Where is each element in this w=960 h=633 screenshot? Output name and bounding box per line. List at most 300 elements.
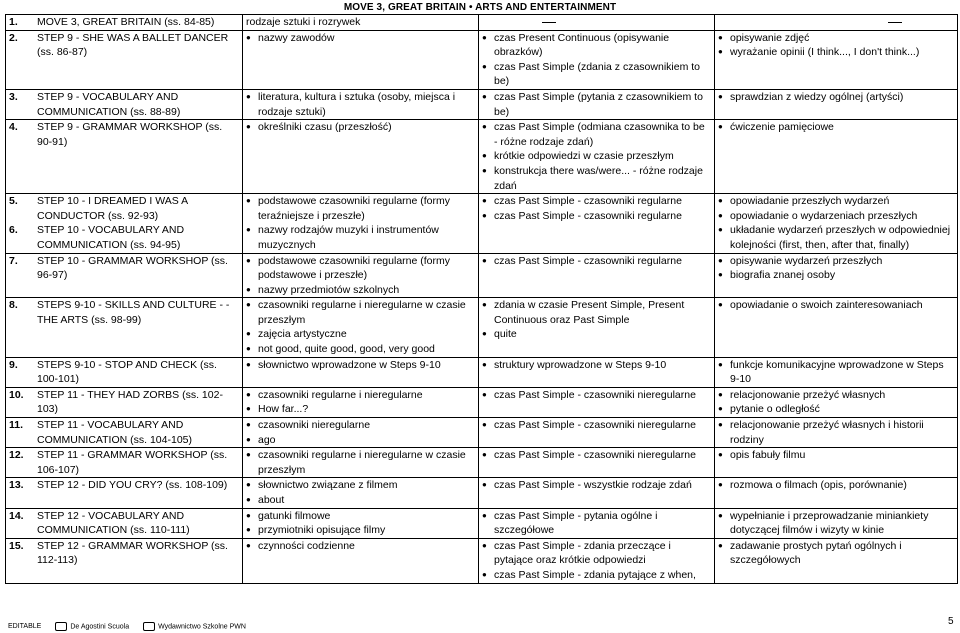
bullet-icon: ● (482, 359, 487, 369)
vocabulary-cell (243, 194, 479, 253)
bullet-icon: ● (718, 359, 723, 369)
lesson-entry (9, 509, 239, 538)
item-text: czas Past Simple - wszystkie rodzaje zdań (494, 479, 692, 492)
vocabulary-cell (243, 15, 479, 31)
list-item (482, 388, 711, 403)
table-row (6, 538, 958, 583)
page-title: MOVE 3, GREAT BRITAIN • ARTS AND ENTERTAINMENT (343, 2, 617, 13)
list-item (246, 402, 475, 417)
list-item (718, 388, 954, 403)
grammar-cell (479, 298, 715, 357)
lesson-entry (9, 539, 239, 568)
lesson-number: 5. (9, 195, 18, 208)
lesson-cell (6, 448, 243, 478)
item-text: podstawowe czasowniki regularne (formy podstawowe i przeszłe) (258, 254, 450, 282)
editable-label: EDITABLE (8, 623, 42, 630)
list-item (246, 15, 475, 30)
vocabulary-cell (243, 298, 479, 357)
communication-cell (715, 357, 958, 387)
item-text: czasowniki regularne i nieregularne (258, 388, 423, 401)
item-text: rozmowa o filmach (opis, porównanie) (730, 479, 907, 492)
lesson-cell (6, 538, 243, 583)
list-item (718, 223, 954, 252)
list-item (246, 90, 475, 119)
communication-cell (715, 120, 958, 194)
vocabulary-cell (243, 357, 479, 387)
bullet-icon: ● (482, 210, 487, 220)
list-item (482, 478, 711, 493)
table-row (6, 15, 958, 31)
item-text: literatura, kultura i sztuka (osoby, miejsca i rodzaje sztuki) (258, 90, 456, 118)
list-item (246, 254, 475, 283)
item-text: not good, quite good, good, very good (258, 343, 435, 356)
bullet-icon: ● (246, 122, 251, 132)
list-item (718, 358, 954, 387)
list-item (718, 268, 954, 283)
bullet-icon: ● (482, 300, 487, 310)
vocabulary-cell (243, 120, 479, 194)
vocabulary-cell (243, 538, 479, 583)
item-text: czasowniki regularne i nieregularne w czasie przeszłym (258, 449, 466, 476)
copyright-icon (55, 622, 67, 631)
bullet-icon: ● (482, 569, 487, 579)
list-item (718, 448, 954, 463)
communication-cell (715, 253, 958, 298)
item-text: układanie wydarzeń przeszłych w odpowiedniej kolejności (first, then, after that, finally) (730, 224, 951, 251)
item-text: zajęcia artystyczne (258, 328, 347, 341)
bullet-icon: ● (718, 389, 723, 399)
list-item (246, 223, 475, 252)
communication-cell (715, 89, 958, 119)
bullet-icon: ● (718, 420, 723, 430)
table-row (6, 357, 958, 387)
grammar-cell (479, 194, 715, 253)
list-item (718, 90, 954, 105)
table-row (6, 298, 958, 357)
lesson-number: 14. (9, 509, 24, 522)
lesson-title: STEP 9 - SHE WAS A BALLET DANCER (ss. 86-87) (37, 31, 229, 59)
bullet-icon: ● (246, 359, 251, 369)
bullet-icon: ● (718, 91, 723, 101)
item-text: nazwy zawodów (258, 31, 335, 44)
bullet-icon: ● (246, 91, 251, 101)
list-item (482, 90, 711, 119)
lesson-cell (6, 120, 243, 194)
vocabulary-cell (243, 478, 479, 508)
dash-mark (542, 22, 556, 23)
item-text: nazwy rodzajów muzyki i instrumentów muzycznych (258, 224, 439, 251)
list-item (246, 509, 475, 524)
lesson-cell (6, 508, 243, 538)
list-item (718, 509, 954, 538)
list-item (718, 209, 954, 224)
lesson-entry (9, 15, 239, 30)
item-text: słownictwo wprowadzone w Steps 9-10 (258, 358, 441, 371)
bullet-icon: ● (718, 510, 723, 520)
list-item (246, 478, 475, 493)
syllabus-table (5, 14, 958, 584)
item-text: słownictwo związane z filmem (258, 479, 398, 492)
item-text: czas Past Simple - czasowniki regularne (494, 195, 682, 208)
list-item (246, 433, 475, 448)
bullet-icon: ● (718, 300, 723, 310)
lesson-number: 12. (9, 449, 24, 462)
lesson-entry (9, 358, 239, 387)
item-text: opisywanie wydarzeń przeszłych (730, 254, 883, 267)
list-item (482, 164, 711, 193)
bullet-icon: ● (246, 389, 251, 399)
bullet-icon: ● (718, 540, 723, 550)
lesson-entry (9, 448, 239, 477)
item-text: czas Past Simple (pytania z czasownikiem to be) (494, 90, 703, 118)
list-item (482, 448, 711, 463)
lesson-title: STEP 12 - DID YOU CRY? (ss. 108-109) (37, 479, 228, 492)
lesson-title: STEP 12 - GRAMMAR WORKSHOP (ss. 112-113) (37, 539, 228, 567)
vocabulary-cell (243, 89, 479, 119)
bullet-icon: ● (246, 420, 251, 430)
bullet-icon: ● (718, 196, 723, 206)
syllabus-table-body (6, 15, 958, 584)
lesson-cell (6, 253, 243, 298)
grammar-cell (479, 387, 715, 417)
list-item (718, 120, 954, 135)
list-item (482, 539, 711, 568)
grammar-cell (479, 30, 715, 89)
lesson-title: STEP 10 - I DREAMED I WAS A CONDUCTOR (ss. 92-93) (37, 195, 188, 222)
item-text: czas Past Simple - czasowniki regularne (494, 254, 682, 267)
list-item (246, 298, 475, 327)
list-item (482, 209, 711, 224)
lesson-entry (9, 478, 239, 493)
lesson-cell (6, 418, 243, 448)
item-text: czasowniki nieregularne (258, 419, 371, 432)
lesson-cell (6, 357, 243, 387)
bullet-icon: ● (482, 420, 487, 430)
item-text: struktury wprowadzone w Steps 9-10 (494, 358, 667, 371)
lesson-cell (6, 478, 243, 508)
lesson-number: 7. (9, 254, 18, 267)
lesson-title: STEP 10 - VOCABULARY AND COMMUNICATION (ss. 94-95) (37, 224, 185, 251)
lesson-entry (9, 31, 239, 60)
communication-cell (715, 30, 958, 89)
bullet-icon: ● (246, 540, 251, 550)
list-item (718, 254, 954, 269)
list-item (482, 254, 711, 269)
bullet-icon: ● (482, 122, 487, 132)
communication-cell (715, 538, 958, 583)
list-item (718, 194, 954, 209)
grammar-cell (479, 478, 715, 508)
vocabulary-cell (243, 253, 479, 298)
lesson-title: STEPS 9-10 - SKILLS AND CULTURE - - THE ARTS (ss. 98-99) (37, 299, 230, 326)
lesson-title: STEPS 9-10 - STOP AND CHECK (ss. 100-101) (37, 358, 217, 386)
item-text: opowiadanie o swoich zainteresowaniach (730, 299, 923, 312)
list-item (718, 478, 954, 493)
communication-cell (715, 508, 958, 538)
item-text: relacjonowanie przeżyć własnych (730, 388, 886, 401)
item-text: rodzaje sztuki i rozrywek (246, 16, 361, 28)
item-text: czasowniki regularne i nieregularne w czasie przeszłym (258, 299, 466, 326)
lesson-title: STEP 9 - VOCABULARY AND COMMUNICATION (ss. 88-89) (37, 90, 181, 118)
list-item (482, 60, 711, 89)
item-text: zdania w czasie Present Simple, Present Continuous oraz Past Simple (494, 299, 685, 326)
bullet-icon: ● (718, 225, 723, 235)
grammar-cell (479, 448, 715, 478)
vocabulary-cell (243, 508, 479, 538)
bullet-icon: ● (246, 404, 251, 414)
lesson-number: 11. (9, 419, 24, 432)
lesson-title: STEP 10 - GRAMMAR WORKSHOP (ss. 96-97) (37, 254, 228, 282)
item-text: opowiadanie o wydarzeniach przeszłych (730, 209, 918, 222)
grammar-cell (479, 418, 715, 448)
bullet-icon: ● (718, 210, 723, 220)
bullet-icon: ● (482, 196, 487, 206)
item-text: funkcje komunikacyjne wprowadzone w Steps 9-10 (730, 358, 944, 386)
lesson-number: 13. (9, 479, 24, 492)
list-item (718, 298, 954, 313)
item-text: ćwiczenie pamięciowe (730, 121, 834, 134)
grammar-cell (479, 357, 715, 387)
list-item (246, 418, 475, 433)
table-row (6, 448, 958, 478)
footer (8, 622, 246, 631)
bullet-icon: ● (482, 91, 487, 101)
item-text: biografia znanej osoby (730, 269, 836, 282)
lesson-number: 8. (9, 299, 18, 312)
list-item (482, 194, 711, 209)
lesson-cell (6, 387, 243, 417)
list-item (246, 120, 475, 135)
bullet-icon: ● (246, 329, 251, 339)
lesson-entry (9, 90, 239, 119)
bullet-icon: ● (482, 389, 487, 399)
list-item (482, 149, 711, 164)
publisher-pwn-text: Wydawnictwo Szkolne PWN (158, 623, 246, 631)
bullet-icon: ● (482, 255, 487, 265)
communication-cell (715, 448, 958, 478)
lesson-number: 2. (9, 31, 18, 44)
item-text: zadawanie prostych pytań ogólnych i szczegółowych (730, 539, 902, 567)
lesson-title: STEP 12 - VOCABULARY AND COMMUNICATION (ss. 110-111) (37, 509, 190, 537)
bullet-icon: ● (246, 344, 251, 354)
grammar-cell (479, 508, 715, 538)
bullet-icon: ● (246, 525, 251, 535)
lesson-entry (9, 223, 239, 252)
lesson-number: 4. (9, 121, 18, 134)
item-text: przymiotniki opisujące filmy (258, 524, 386, 537)
lesson-title: STEP 11 - VOCABULARY AND COMMUNICATION (ss. 104-105) (37, 419, 192, 446)
lesson-cell (6, 30, 243, 89)
item-text: pytanie o odległość (730, 403, 820, 416)
bullet-icon: ● (718, 270, 723, 280)
item-text: czas Past Simple - zdania pytające z when, (494, 568, 696, 581)
communication-cell (715, 15, 958, 31)
communication-cell (715, 387, 958, 417)
list-item (246, 539, 475, 554)
grammar-cell (479, 89, 715, 119)
lesson-entry (9, 388, 239, 417)
dash-mark (888, 22, 902, 23)
vocabulary-cell (243, 448, 479, 478)
item-text: czynności codzienne (258, 539, 355, 552)
lesson-number: 3. (9, 90, 18, 103)
table-row (6, 508, 958, 538)
lesson-title: STEP 11 - THEY HAD ZORBS (ss. 102-103) (37, 388, 223, 416)
list-item (718, 539, 954, 568)
list-item (482, 358, 711, 373)
lesson-title: STEP 11 - GRAMMAR WORKSHOP (ss. 106-107) (37, 449, 228, 476)
item-text: krótkie odpowiedzi w czasie przeszłym (494, 150, 674, 163)
bullet-icon: ● (246, 32, 251, 42)
bullet-icon: ● (482, 480, 487, 490)
list-item (482, 568, 711, 583)
bullet-icon: ● (246, 284, 251, 294)
item-text: ago (258, 433, 276, 446)
item-text: opowiadanie przeszłych wydarzeń (730, 195, 890, 208)
communication-cell (715, 478, 958, 508)
list-item (718, 45, 954, 60)
grammar-cell (479, 538, 715, 583)
item-text: określniki czasu (przeszłość) (258, 121, 392, 134)
item-text: czas Past Simple - zdania przeczące i pytające oraz krótkie odpowiedzi (494, 539, 671, 567)
item-text: konstrukcja there was/were... - różne rodzaje zdań (494, 164, 703, 192)
list-item (246, 493, 475, 508)
bullet-icon: ● (482, 329, 487, 339)
list-item (246, 31, 475, 46)
table-row (6, 194, 958, 253)
bullet-icon: ● (482, 165, 487, 175)
list-item (246, 448, 475, 477)
item-text: czas Present Continuous (opisywanie obrazków) (494, 31, 670, 59)
bullet-icon: ● (482, 540, 487, 550)
bullet-icon: ● (718, 450, 723, 460)
list-item (246, 523, 475, 538)
lesson-entry (9, 120, 239, 149)
publisher-de-agostini-text: De Agostini Scuola (70, 623, 130, 631)
lesson-cell (6, 298, 243, 357)
item-text: czas Past Simple - czasowniki regularne (494, 209, 682, 222)
vocabulary-cell (243, 30, 479, 89)
vocabulary-cell (243, 387, 479, 417)
lesson-number: 9. (9, 358, 18, 371)
bullet-icon: ● (718, 404, 723, 414)
list-item (482, 120, 711, 149)
item-text: wypełnianie i przeprowadzanie miniankiety dotyczącej filmów i wizyty w kinie (730, 509, 929, 537)
list-item (718, 418, 954, 447)
table-row (6, 253, 958, 298)
lesson-number: 10. (9, 388, 24, 401)
bullet-icon: ● (482, 510, 487, 520)
list-item (718, 31, 954, 46)
bullet-icon: ● (482, 151, 487, 161)
item-text: opisywanie zdjęć (730, 31, 810, 44)
communication-cell (715, 194, 958, 253)
bullet-icon: ● (482, 450, 487, 460)
table-row (6, 89, 958, 119)
list-item (482, 327, 711, 342)
list-item (482, 298, 711, 327)
list-item (246, 283, 475, 298)
list-item (246, 358, 475, 373)
item-text: czas Past Simple (odmiana czasownika to be - różne rodzaje zdań) (494, 121, 705, 148)
list-item (482, 31, 711, 60)
item-text: czas Past Simple - pytania ogólne i szczegółowe (494, 509, 658, 537)
item-text: czas Past Simple - czasowniki nieregularne (494, 449, 696, 462)
bullet-icon: ● (246, 495, 251, 504)
pwn-logo-icon (143, 622, 155, 631)
item-text: podstawowe czasowniki regularne (formy teraźniejsze i przeszłe) (258, 195, 450, 222)
item-text: nazwy przedmiotów szkolnych (258, 283, 400, 296)
item-text: sprawdzian z wiedzy ogólnej (artyści) (730, 90, 904, 103)
list-item (482, 418, 711, 433)
bullet-icon: ● (718, 47, 723, 57)
lesson-title: STEP 9 - GRAMMAR WORKSHOP (ss. 90-91) (37, 121, 223, 148)
item-text: How far...? (258, 403, 309, 416)
lesson-cell (6, 15, 243, 31)
lesson-cell (6, 89, 243, 119)
list-item (482, 509, 711, 538)
item-text: czas Past Simple - czasowniki nieregularne (494, 388, 696, 401)
bullet-icon: ● (246, 196, 251, 206)
page-number: 5 (948, 616, 954, 627)
lesson-number: 6. (9, 224, 18, 237)
item-text: wyrażanie opinii (I think..., I don't think...) (730, 46, 920, 59)
item-text: gatunki filmowe (258, 509, 331, 522)
vocabulary-cell (243, 418, 479, 448)
bullet-icon: ● (718, 480, 723, 490)
item-text: about (258, 494, 285, 506)
lesson-entry (9, 194, 239, 223)
lesson-entry (9, 254, 239, 283)
list-item (246, 342, 475, 357)
item-text: quite (494, 328, 517, 341)
bullet-icon: ● (718, 32, 723, 42)
bullet-icon: ● (718, 255, 723, 265)
table-row (6, 30, 958, 89)
lesson-cell (6, 194, 243, 253)
bullet-icon: ● (246, 450, 251, 460)
item-text: opis fabuły filmu (730, 449, 806, 462)
grammar-cell (479, 15, 715, 31)
publisher-pwn (143, 622, 246, 631)
bullet-icon: ● (246, 434, 251, 444)
bullet-icon: ● (246, 480, 251, 490)
bullet-icon: ● (246, 225, 251, 235)
communication-cell (715, 298, 958, 357)
list-item (246, 327, 475, 342)
grammar-cell (479, 253, 715, 298)
lesson-number: 1. (9, 16, 18, 28)
table-row (6, 120, 958, 194)
list-item (246, 194, 475, 223)
list-item (246, 388, 475, 403)
lesson-number: 15. (9, 539, 24, 552)
bullet-icon: ● (246, 300, 251, 310)
lesson-entry (9, 298, 239, 327)
item-text: czas Past Simple (zdania z czasownikiem to be) (494, 60, 700, 88)
item-text: relacjonowanie przeżyć własnych i historii rodziny (730, 419, 924, 446)
item-text: czas Past Simple - czasowniki nieregularne (494, 419, 696, 432)
lesson-entry (9, 418, 239, 447)
publisher-de-agostini (55, 622, 129, 631)
communication-cell (715, 418, 958, 448)
bullet-icon: ● (482, 32, 487, 42)
table-row (6, 478, 958, 508)
bullet-icon: ● (246, 255, 251, 265)
bullet-icon: ● (718, 122, 723, 132)
grammar-cell (479, 120, 715, 194)
bullet-icon: ● (482, 61, 487, 71)
